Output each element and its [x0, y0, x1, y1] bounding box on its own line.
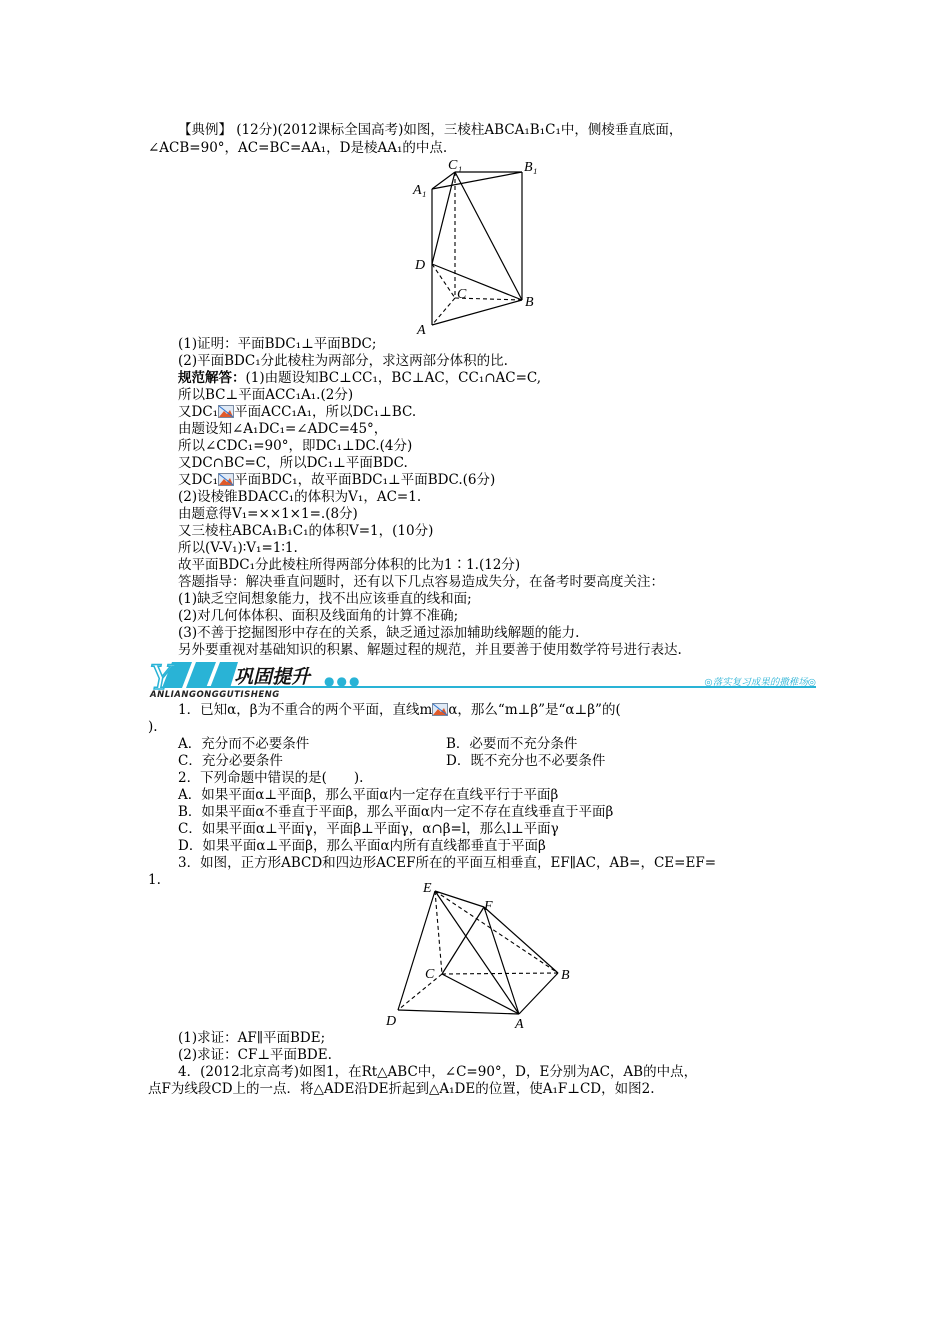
solution-line-3: 又DC₁ 平面ACC₁A₁，所以DC₁⊥BC.: [178, 404, 417, 420]
label-c: C: [425, 967, 435, 982]
exercise-3-question-1: (1)求证：AF∥平面BDE;: [178, 1030, 326, 1046]
label-b: B: [561, 968, 570, 983]
prism-figure: [405, 160, 545, 340]
solution-line-2: 所以BC⊥平面ACC₁A₁.(2分): [178, 387, 354, 403]
solution-line-6: 又DC∩BC=C，所以DC₁⊥平面BDC.: [178, 455, 408, 471]
solution-line-7: 又DC₁ 平面BDC₁，故平面BDC₁⊥平面BDC.(6分): [178, 472, 496, 488]
solution-line-8: (2)设棱锥BDACC₁的体积为V₁，AC=1.: [178, 489, 422, 505]
banner-dots: ●●●: [324, 674, 362, 688]
label-c1: C₁: [448, 160, 463, 173]
broken-image-icon: [218, 405, 234, 418]
banner-letter: Y: [150, 660, 173, 692]
solution-line-5: 所以∠CDC₁=90°，即DC₁⊥DC.(4分): [178, 438, 413, 454]
solution-line-10: 又三棱柱ABCA₁B₁C₁的体积V=1，(10分): [178, 523, 434, 539]
solution-line-1: 规范解答：(1)由题设知BC⊥CC₁，BC⊥AC，CC₁∩AC=C,: [178, 370, 542, 386]
question-1: (1)证明：平面BDC₁⊥平面BDC;: [178, 336, 377, 352]
label-a: A: [515, 1017, 524, 1032]
exercise-2-option-b: B．如果平面α不垂直于平面β，那么平面α内一定不存在直线垂直于平面β: [178, 804, 614, 820]
exercise-3-line-2: 1.: [148, 872, 161, 888]
exercise-1-option-c: C．充分必要条件: [178, 753, 283, 769]
banner-pinyin: ANLIANGONGGUTISHENG: [150, 690, 280, 700]
example-header: 【典例】 (12分)(2012课标全国高考)如图，三棱柱ABCA₁B₁C₁中，侧棱垂直底面，: [178, 122, 683, 138]
label-d: D: [415, 258, 426, 273]
label-e: E: [423, 881, 432, 896]
label-a1: A₁: [413, 183, 427, 198]
solution-line-13: 答题指导：解决垂直问题时，还有以下几点容易造成失分，在备考时要高度关注：: [178, 574, 664, 590]
solution-line-4: 由题设知∠A₁DC₁=∠ADC=45°，: [178, 421, 388, 437]
exercise-2-option-c: C．如果平面α⊥平面γ，平面β⊥平面γ，α∩β=l，那么l⊥平面γ: [178, 821, 559, 837]
exercise-1-line-1: 1．已知α，β为不重合的两个平面，直线m α，那么“m⊥β”是“α⊥β”的(: [178, 702, 621, 718]
solution-line-17: 另外要重视对基础知识的积累、解题过程的规范，并且要善于使用数学符号进行表达.: [178, 642, 682, 658]
section-banner: [148, 660, 816, 700]
example-line2: ∠ACB=90°，AC=BC=AA₁，D是棱AA₁的中点.: [148, 140, 448, 156]
exercise-4-line-1: 4．(2012北京高考)如图1，在Rt△ABC中，∠C=90°，D，E分别为AC，AB的中点，: [178, 1064, 698, 1080]
square-acef-figure: [378, 878, 578, 1033]
exercise-1-option-d: D．既不充分也不必要条件: [446, 753, 606, 769]
exercise-3-question-2: (2)求证：CF⊥平面BDE.: [178, 1047, 332, 1063]
banner-title: 巩固提升: [234, 666, 311, 688]
broken-image-icon: [432, 703, 448, 716]
solution-line-14: (1)缺乏空间想象能力，找不出应该垂直的线和面;: [178, 591, 472, 607]
broken-image-icon: [218, 473, 234, 486]
label-f: F: [484, 899, 493, 914]
solution-line-9: 由题意得V₁=××1×1=.(8分): [178, 506, 358, 522]
exercise-1-line-2: ).: [148, 719, 158, 735]
solution-line-16: (3)不善于挖掘图形中存在的关系，缺乏通过添加辅助线解题的能力.: [178, 625, 580, 641]
exercise-3-line-1: 3．如图，正方形ABCD和四边形ACEF所在的平面互相垂直，EF∥AC，AB=，CE=EF=: [178, 855, 717, 871]
exercise-2-option-a: A．如果平面α⊥平面β，那么平面α内一定存在直线平行于平面β: [178, 787, 559, 803]
label-c: C: [457, 287, 467, 302]
solution-line-12: 故平面BDC₁分此棱柱所得两部分体积的比为1∶1.(12分): [178, 557, 521, 573]
label-b: B: [525, 295, 534, 310]
exercise-4-line-2: 点F为线段CD上的一点．将△ADE沿DE折起到△A₁DE的位置，使A₁F⊥CD，如图2.: [148, 1081, 655, 1097]
exercise-2-option-d: D．如果平面α⊥平面β，那么平面α内所有直线都垂直于平面β: [178, 838, 546, 854]
solution-line-15: (2)对几何体体积、面积及线面角的计算不准确;: [178, 608, 459, 624]
exercise-1-option-b: B．必要而不充分条件: [446, 736, 578, 752]
solution-title: 规范解答：: [178, 370, 246, 386]
solution-line-11: 所以(V-V₁)∶V₁=1∶1.: [178, 540, 298, 556]
banner-slogan: ◎落实复习成果的撒稚场◎: [704, 677, 816, 688]
exercise-1-option-a: A．充分而不必要条件: [178, 736, 310, 752]
question-2: (2)平面BDC₁分此棱柱为两部分，求这两部分体积的比.: [178, 353, 508, 369]
label-b1: B₁: [524, 160, 538, 175]
exercise-2: 2．下列命题中错误的是( ).: [178, 770, 364, 786]
label-a: A: [417, 323, 426, 338]
label-d: D: [386, 1014, 397, 1029]
